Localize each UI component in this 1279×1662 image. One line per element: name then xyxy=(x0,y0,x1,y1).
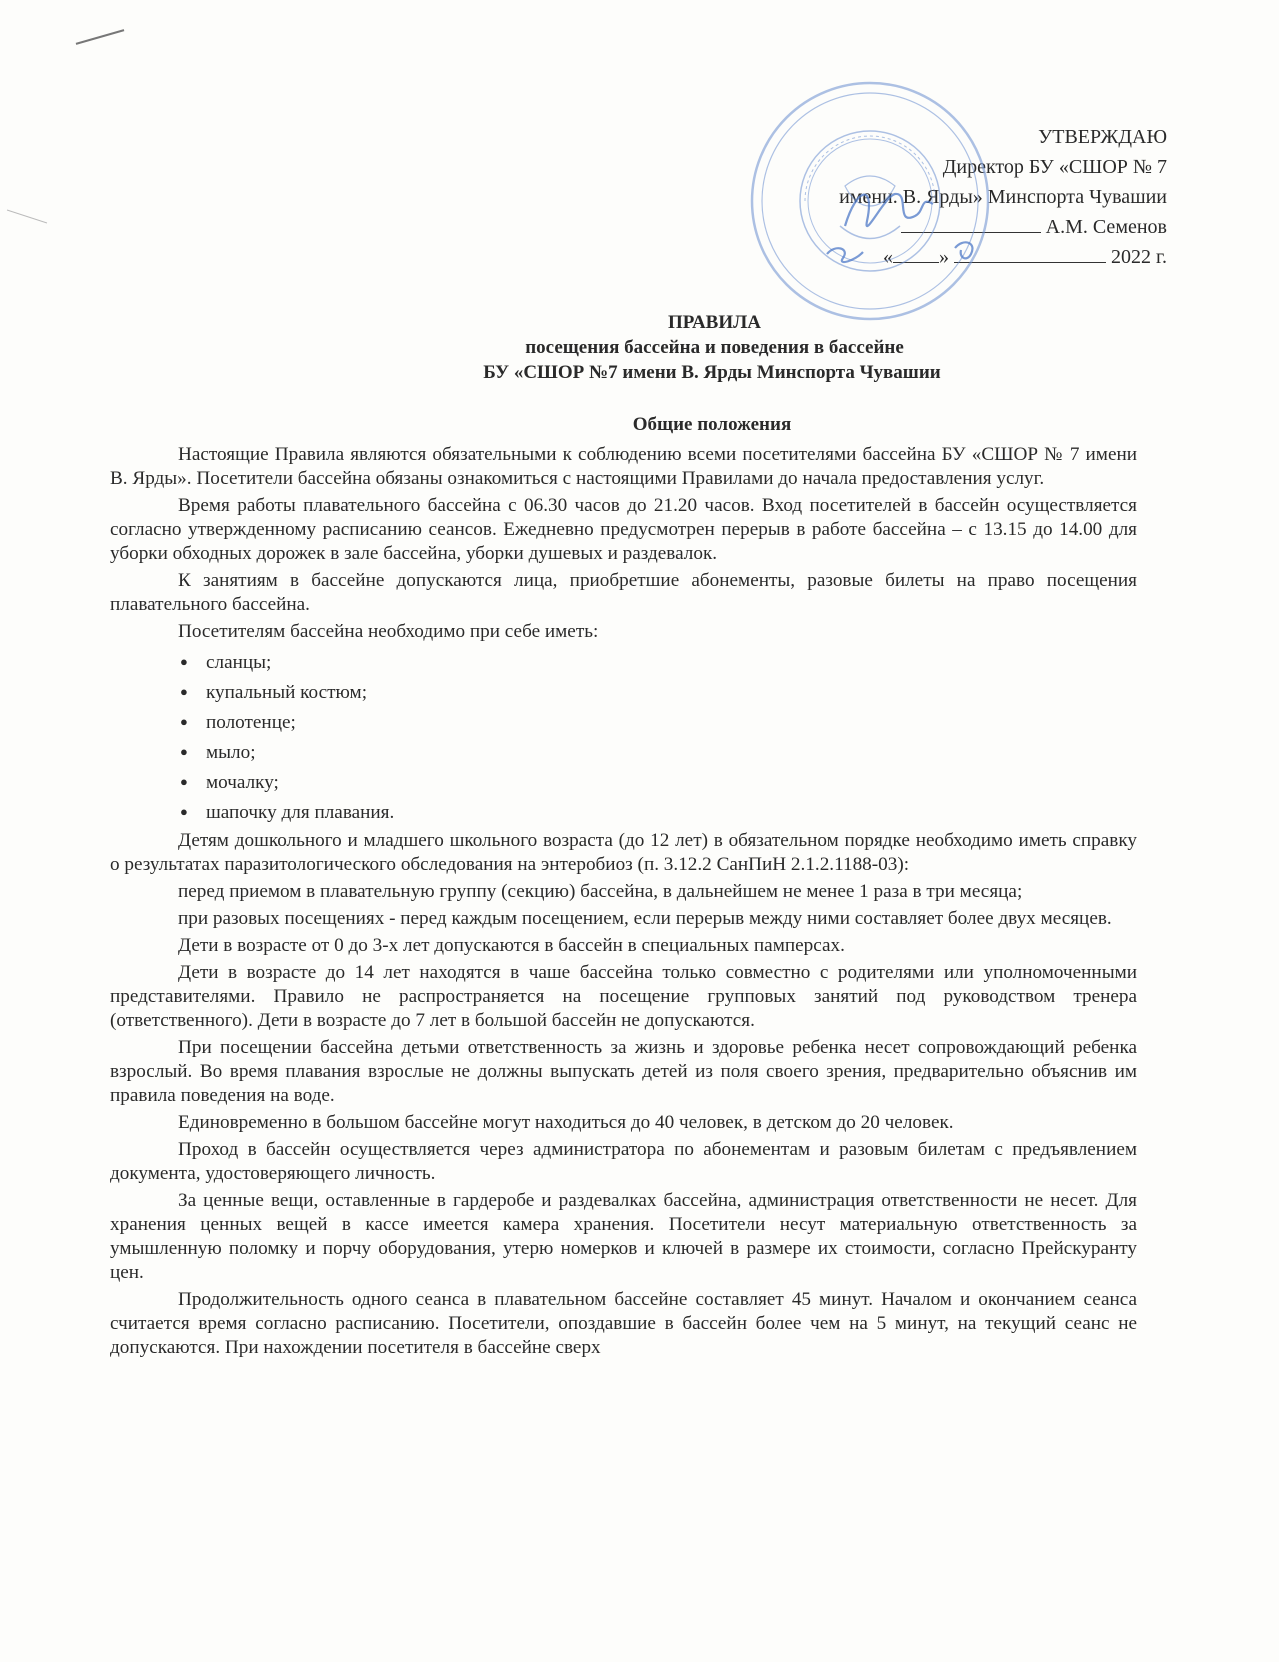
paragraph: Посетителям бассейна необходимо при себе иметь: xyxy=(178,621,599,642)
bullet-icon: ● xyxy=(180,804,188,819)
list-item: ● шапочку для плавания. xyxy=(180,797,1137,827)
list-item: ● сланцы; xyxy=(180,647,1137,677)
approval-signature-line xyxy=(839,212,1167,242)
paragraph: при разовых посещениях - перед каждым посещением, если перерыв между ними составляет более двух месяцев. xyxy=(178,908,1112,929)
list-item: ● мочалку; xyxy=(180,767,1137,797)
title-main: ПРАВИЛА xyxy=(667,312,761,333)
paragraph: Настоящие Правила являются обязательными к соблюдению всеми посетителями бассейна БУ «СШОР № 7 имени В. Ярды». Посетители бассейна обязаны ознакомиться с настоящими Правилами до начала предоставления услуг. xyxy=(110,444,1137,489)
paragraph: Продолжительность одного сеанса в плавательном бассейне составляет 45 минут. Началом и окончанием сеанса считается время согласно расписанию. Посетители, опоздавшие в бассейн более чем на 5 минут, на текущий сеанс не допускаются. При нахождении посетителя в бассейне сверх xyxy=(110,1289,1137,1358)
list-item: ● купальный костюм; xyxy=(180,677,1137,707)
paragraph: Детям дошкольного и младшего школьного возраста (до 12 лет) в обязательном порядке необходимо иметь справку о результатах паразитологического обследования на энтеробиоз (п. 3.12.2 СанПиН 2.1.2.1188-03): xyxy=(110,830,1137,875)
approval-year: 2022 г. xyxy=(1111,246,1167,268)
signature-blank xyxy=(901,212,1041,233)
approval-signer: А.М. Семенов xyxy=(1045,216,1167,238)
date-open-quote: « xyxy=(883,246,894,268)
section-heading: Общие положения xyxy=(632,414,792,435)
date-close-quote: » xyxy=(939,246,950,268)
month-blank xyxy=(954,242,1106,263)
title-line-2: посещения бассейна и поведения в бассейне xyxy=(525,337,904,358)
bullet-icon: ● xyxy=(180,654,188,669)
title-line-3: БУ «СШОР №7 имени В. Ярды Минспорта Чувашии xyxy=(483,362,941,383)
approval-position: Директор БУ «СШОР № 7 xyxy=(942,156,1167,178)
paragraph: Единовременно в большом бассейне могут находиться до 40 человек, в детском до 20 человек. xyxy=(178,1112,954,1133)
paragraph: перед приемом в плавательную группу (секцию) бассейна, в дальнейшем не менее 1 раза в три месяца; xyxy=(178,881,1023,902)
bullet-icon: ● xyxy=(180,684,188,699)
paragraph: При посещении бассейна детьми ответственность за жизнь и здоровье ребенка несет сопровождающий ребенка взрослый. Во время плавания взрослые не должны выпускать детей из поля своего зрения, предварительно объяснив им правила поведения на воде. xyxy=(110,1037,1137,1106)
paragraph: К занятиям в бассейне допускаются лица, приобретшие абонементы, разовые билеты на право посещения плавательного бассейна. xyxy=(110,570,1137,615)
paragraph: Дети в возрасте до 14 лет находятся в чаше бассейна только совместно с родителями или уполномоченными представителями. Правило не распространяется на посещение групповых занятий под руководством тренера (ответственного). Дети в возрасте до 7 лет в большой бассейн не допускаются. xyxy=(110,962,1137,1031)
list-item: ● полотенце; xyxy=(180,707,1137,737)
document-title xyxy=(0,310,1279,385)
paragraph: За ценные вещи, оставленные в гардеробе и раздевалках бассейна, администрация ответственности не несет. Для хранения ценных вещей в кассе имеется камера хранения. Посетители несут материальную ответственность за умышленную поломку и порчу оборудования, утерю номерков и ключей в размере их стоимости, согласно Прейскуранту цен. xyxy=(110,1190,1137,1283)
approval-organization: имени. В. Ярды» Минспорта Чувашии xyxy=(839,186,1167,208)
approval-date-line xyxy=(839,242,1167,272)
paragraph: Дети в возрасте от 0 до 3-х лет допускаются в бассейн в специальных памперсах. xyxy=(178,935,845,956)
bullet-icon: ● xyxy=(180,744,188,759)
day-blank xyxy=(893,242,939,263)
document-body xyxy=(110,443,1137,1363)
scan-mark xyxy=(7,210,47,224)
bullet-icon: ● xyxy=(180,774,188,789)
list-item: ● мыло; xyxy=(180,737,1137,767)
scan-mark xyxy=(76,29,125,45)
bullet-icon: ● xyxy=(180,714,188,729)
required-items-list xyxy=(110,647,1137,827)
approval-heading: УТВЕРЖДАЮ xyxy=(1038,126,1167,148)
paragraph: Время работы плавательного бассейна с 06.30 часов до 21.20 часов. Вход посетителей в бассейн осуществляется согласно утвержденному расписанию сеансов. Ежедневно предусмотрен перерыв в работе бассейна – с 13.15 до 14.00 для уборки обходных дорожек в зале бассейна, уборки душевых и раздевалок. xyxy=(110,495,1137,564)
approval-block xyxy=(839,122,1167,272)
paragraph: Проход в бассейн осуществляется через администратора по абонементам и разовым билетам с предъявлением документа, удостоверяющего личность. xyxy=(110,1139,1137,1184)
